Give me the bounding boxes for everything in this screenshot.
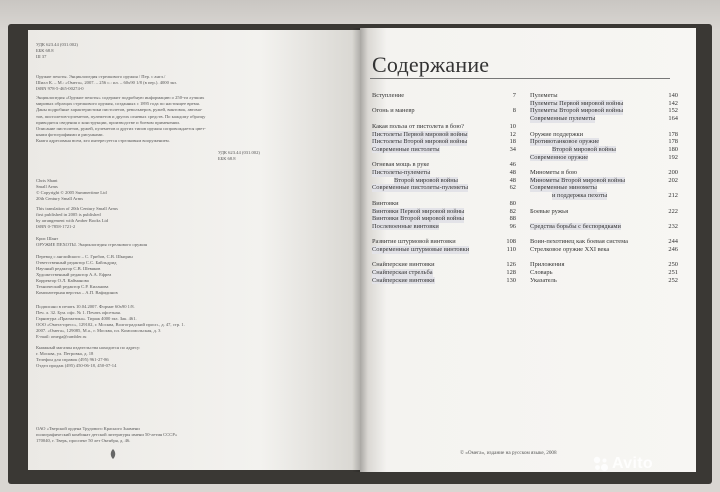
left-text-udk-top: Ш 37 (36, 54, 47, 59)
left-text-contacts: Книжный магазин издательства находится по адресу: (36, 345, 141, 350)
toc-entry-label: Пистолеты Второй мировой войны (372, 138, 468, 146)
left-text-desc-lines: Шилл К. – М.: «Омега», 2007. – 256 с.: ил. – 60х90 1/8 (в пер.). 4000 экз. (36, 80, 178, 85)
toc-entry-label: Минометы Второй мировой войны (530, 176, 626, 184)
left-text-credits: Ответственный редактор С.С. Байльдрид (36, 260, 117, 265)
toc-entry-label: Снайперская стрельба (372, 269, 433, 277)
toc-entry (530, 231, 678, 239)
left-text-print: Подписано в печать 10.04.2007. Формат 60х90 1/8. (36, 304, 135, 309)
toc-entry (372, 184, 516, 192)
toc-entry-label: Современные пистолеты-пулеметы (372, 184, 469, 192)
left-text-ru-block: ОРУЖИЕ ПЕХОТЫ. Энциклопедия стрелкового оружия (36, 242, 147, 248)
toc-entry-page: 232 (668, 222, 678, 230)
toc-entry-page: 96 (509, 222, 516, 230)
toc-entry (372, 100, 516, 108)
toc-entry-label: Минометы в бою (530, 169, 577, 176)
toc-entry (372, 238, 516, 246)
left-text-print: Печ. л. 32. Бум. офс. № 1. Печать офсетная. (36, 310, 121, 315)
toc-entry-page: 7 (512, 92, 516, 99)
toc-entry-page: 88 (509, 215, 516, 223)
page-title: Содержание (372, 52, 490, 77)
left-text-contacts: Телефон для справок (495) 961-27-86 (36, 357, 109, 362)
toc-entry (372, 107, 516, 115)
left-text-desc-lines: ISBN 978-5-465-00274-0 (36, 86, 84, 91)
page-footer: © «Омега», издание на русском языке, 2008 (460, 450, 557, 456)
left-text-abstract: мировых образцах стрелкового оружия, созданных с 1895 года по настоящее время. (36, 101, 200, 107)
toc-entry-page: 34 (509, 145, 516, 153)
left-text-credits: Художественный редактор А.А. Ефреа (36, 272, 112, 277)
left-text-udk-mid: УДК 623.44 (031.002) (218, 150, 260, 155)
toc-entry (530, 192, 678, 200)
toc-entry (372, 123, 516, 131)
toc-entry-page: 130 (506, 276, 516, 284)
toc-entry-page: 126 (506, 261, 516, 269)
toc-entry-label: Снайперские винтовки (372, 276, 435, 284)
toc-entry (372, 146, 516, 154)
toc-entry (530, 107, 678, 115)
toc-entry (372, 208, 516, 216)
toc-entry (372, 138, 516, 146)
left-text-contacts: Отдел продаж (495) 450-06-18, 450-07-14 (36, 363, 117, 368)
toc-entry-label: Какая польза от пистолета в бою? (372, 122, 464, 130)
toc-entry (530, 184, 678, 192)
toc-entry (530, 161, 678, 169)
toc-entry (530, 115, 678, 123)
toc-entry-page: 80 (509, 199, 516, 207)
left-text-orig: © Copyright © 2005 Summertime Ltd (36, 190, 107, 195)
toc-entry (530, 269, 678, 277)
toc-entry-label: Средства борьбы с беспорядками (530, 222, 621, 230)
toc-entry (530, 208, 678, 216)
toc-entry-page: 108 (506, 238, 516, 246)
toc-entry-page: 222 (668, 207, 678, 215)
toc-entry-page: 48 (509, 169, 516, 176)
toc-entry-page: 8 (512, 107, 516, 115)
toc-entry-page: 251 (668, 269, 678, 277)
toc-entry-label: Вступление (372, 92, 405, 99)
watermark: Avito (612, 455, 653, 472)
toc-entry-label: Современные минометы (530, 184, 597, 192)
left-text-printer: 170040, г. Тверь, проспект 50 лет Октября, д. 46. (36, 438, 131, 443)
left-text-contacts: г. Москва, ул. Петровка, д. 18 (36, 351, 94, 356)
toc-entry (530, 238, 678, 246)
avito-logo-icon (592, 455, 610, 473)
toc-entry (530, 277, 678, 285)
toc-entry (530, 100, 678, 108)
toc-entry-page: 142 (668, 99, 678, 107)
left-text-print: E-mail: omega@rambler.ru (36, 334, 87, 339)
toc-entry-label: Современное оружие (530, 153, 589, 161)
left-text-print: Гарнитура «Прагматика». Тираж 4000 экз. Зак. 461. (36, 316, 137, 321)
toc-entry (530, 131, 678, 139)
toc-entry-label: Пулеметы (530, 92, 558, 99)
toc-entry-page: 140 (668, 92, 678, 99)
toc-entry-label: Пулеметы Первой мировой войны (530, 99, 624, 107)
left-text-abstract: тов, пистолетов-пулеметов, пулеметов и других огневых средств. По каждому образцу (36, 113, 206, 119)
toc-entry-label: Винтовки Второй мировой войны (372, 215, 465, 223)
toc-entry (530, 246, 678, 254)
left-text-orig: Chris Shant (36, 178, 58, 183)
publisher-logo-icon (108, 448, 118, 460)
toc-entry-label: Современные штурмовые винтовки (372, 246, 470, 253)
left-text-print: ООО «Омега-пресс», 129102, г. Москва, Волгоградский просп., д. 47, стр. 1. (36, 322, 185, 327)
toc-entry (372, 231, 516, 239)
toc-entry (530, 200, 678, 208)
toc-entry (372, 131, 516, 139)
toc-entry-label: Стрелковое оружие XXI века (530, 246, 610, 253)
toc-entry (530, 215, 678, 223)
toc-entry (530, 254, 678, 262)
toc-entry (372, 261, 516, 269)
toc-entry-page: 110 (506, 246, 516, 253)
toc-entry (372, 269, 516, 277)
left-text-credits: Корректор О.Л. Кайманова (36, 278, 89, 283)
toc-entry-label: Оружие поддержки (530, 130, 584, 138)
toc-entry-label: Винтовки Первой мировой войны (372, 207, 465, 215)
toc-entry-label: Воин-пехотинец как боевая система (530, 238, 628, 246)
toc-entry-page: 152 (668, 107, 678, 115)
toc-entry-page: 252 (668, 276, 678, 284)
toc-entry (530, 223, 678, 231)
toc-entry-label: Огневая мощь в руке (372, 161, 430, 169)
toc-entry (372, 177, 516, 185)
toc-entry (372, 169, 516, 177)
toc-entry-label: Указатель (530, 276, 557, 284)
toc-entry-label: Современные пистолеты (372, 145, 440, 153)
toc-entry-label: Приложения (530, 261, 565, 269)
left-text-abstract: Энциклопедия «Оружие пехоты» содержит подробную информацию о 250-ти лучших (36, 95, 205, 100)
toc-entry-label: Развитие штурмовой винтовки (372, 238, 456, 246)
toc-entry (372, 192, 516, 200)
toc-entry-page: 82 (509, 207, 516, 215)
toc-entry-page: 246 (668, 246, 678, 253)
left-text-abstract: приводятся сведения о конструкции, производстве и боевом применении. (36, 119, 181, 125)
left-text-translation: first published in 2005 is published (36, 212, 101, 217)
book-gutter (352, 28, 368, 472)
toc-entry-page: 178 (668, 130, 678, 138)
toc-entry-page: 46 (509, 161, 516, 169)
toc-entry (530, 177, 678, 185)
left-text-orig: 20th Century Small Arms (36, 196, 84, 201)
toc-entry-label: Винтовки (372, 199, 399, 207)
left-text-ru-block: Крис Шант (36, 236, 59, 241)
left-text-translation: This translation of 20th Century Small Arms (36, 206, 118, 211)
toc-entry-page: 48 (509, 176, 516, 184)
toc-entry (372, 200, 516, 208)
left-text-printer: ОАО «Тверской ордена Трудового Красного Знамени (36, 426, 140, 431)
left-text-credits: Перевод с английского – С. Грибов, С.В. Шкирин (36, 254, 133, 259)
toc-entry (372, 223, 516, 231)
left-text-abstract: ными фотографиями и рисунками. (36, 132, 104, 138)
toc-entry-page: 62 (509, 184, 516, 192)
left-text-udk-top: ББК 68.8 (36, 48, 54, 53)
left-text-translation: ISBN 0-7858-1721-2 (36, 224, 76, 229)
title-rule (370, 78, 670, 79)
toc-entry (372, 154, 516, 162)
left-text-abstract: Даны подробные характеристики пистолетов, револьверов, ружей, винтовок, автома- (36, 107, 203, 113)
toc-entry-label: Противотанковое оружие (530, 138, 600, 146)
left-text-credits: Научный редактор С.В. Шевяков (36, 266, 101, 271)
toc-entry-page: 10 (509, 122, 516, 130)
toc-entry-page: 18 (509, 138, 516, 146)
left-text-udk-top: УДК 623.44 (031.002) (36, 42, 78, 47)
left-text-abstract: Описание пистолетов, ружей, пулеметов и других типов оружия сопровождается цвет- (36, 126, 206, 131)
toc-entry-page: 178 (668, 138, 678, 146)
toc-entry-page: 180 (668, 145, 678, 153)
toc-entry (530, 123, 678, 131)
toc-entry-label: Снайперские винтовки (372, 261, 435, 269)
left-text-abstract: Книга адресована всем, кто интересуется стрелковым вооружением. (36, 138, 170, 144)
toc-entry-page: 202 (668, 176, 678, 184)
toc-entry-page: 128 (506, 269, 516, 277)
toc-entry-label: Пистолеты-пулеметы (372, 169, 431, 176)
toc-entry-label: и поддержка пехоты (552, 192, 608, 200)
toc-entry (372, 115, 516, 123)
left-text-credits: Компьютерная верстка – А.П. Вафидинов (36, 290, 118, 295)
toc-entry-page: 164 (668, 115, 678, 123)
left-text-desc-lines: Оружие пехоты. Энциклопедия стрелкового оружия / Пер. с англ./ (36, 74, 166, 79)
toc-entry (530, 138, 678, 146)
left-text-credits: Технический редактор С.Р. Киланова (36, 284, 109, 289)
toc-entry-label: Огонь и маневр (372, 107, 415, 115)
toc-entry (530, 146, 678, 154)
toc-entry-page: 200 (668, 169, 678, 176)
toc-entry-page: 212 (668, 192, 678, 200)
toc-entry (530, 154, 678, 162)
toc-entry (372, 215, 516, 223)
left-text-udk-mid: ББК 68.8 (218, 156, 236, 161)
toc-entry-label: Второй мировой войны (552, 145, 616, 153)
toc-entry (372, 254, 516, 262)
toc-entry-label: Пулеметы Второй мировой войны (530, 107, 624, 115)
left-text-orig: Small Arms (36, 184, 58, 189)
toc-entry-page: 192 (668, 153, 678, 161)
toc-entry-label: Пистолеты Первой мировой войны (372, 130, 468, 138)
toc-entry-page: 244 (668, 238, 678, 246)
toc-entry-label: Послевоенные винтовки (372, 222, 439, 230)
toc-entry (530, 92, 678, 100)
toc-entry-label: Второй мировой войны (394, 176, 458, 184)
toc-entry-label: Словарь (530, 269, 553, 277)
toc-entry-page: 250 (668, 261, 678, 269)
left-text-printer: полиграфический комбинат детской литературы имени 50-летия СССР» (36, 432, 178, 437)
left-text-translation: by arrangement with Amber Books Ltd (36, 218, 109, 223)
left-text-print: 2007. «Омега», 129085, М.а., г. Москва, пл. Комсомольская, д. 3 (36, 328, 161, 333)
toc-entry (372, 92, 516, 100)
toc-entry (530, 261, 678, 269)
toc-entry (372, 161, 516, 169)
toc-entry (530, 169, 678, 177)
toc-entry-label: Современные пулеметы (530, 115, 596, 123)
toc-entry (372, 246, 516, 254)
toc-entry-page: 12 (509, 130, 516, 138)
toc-entry-label: Боевые ружья (530, 207, 569, 215)
toc-entry (372, 277, 516, 285)
